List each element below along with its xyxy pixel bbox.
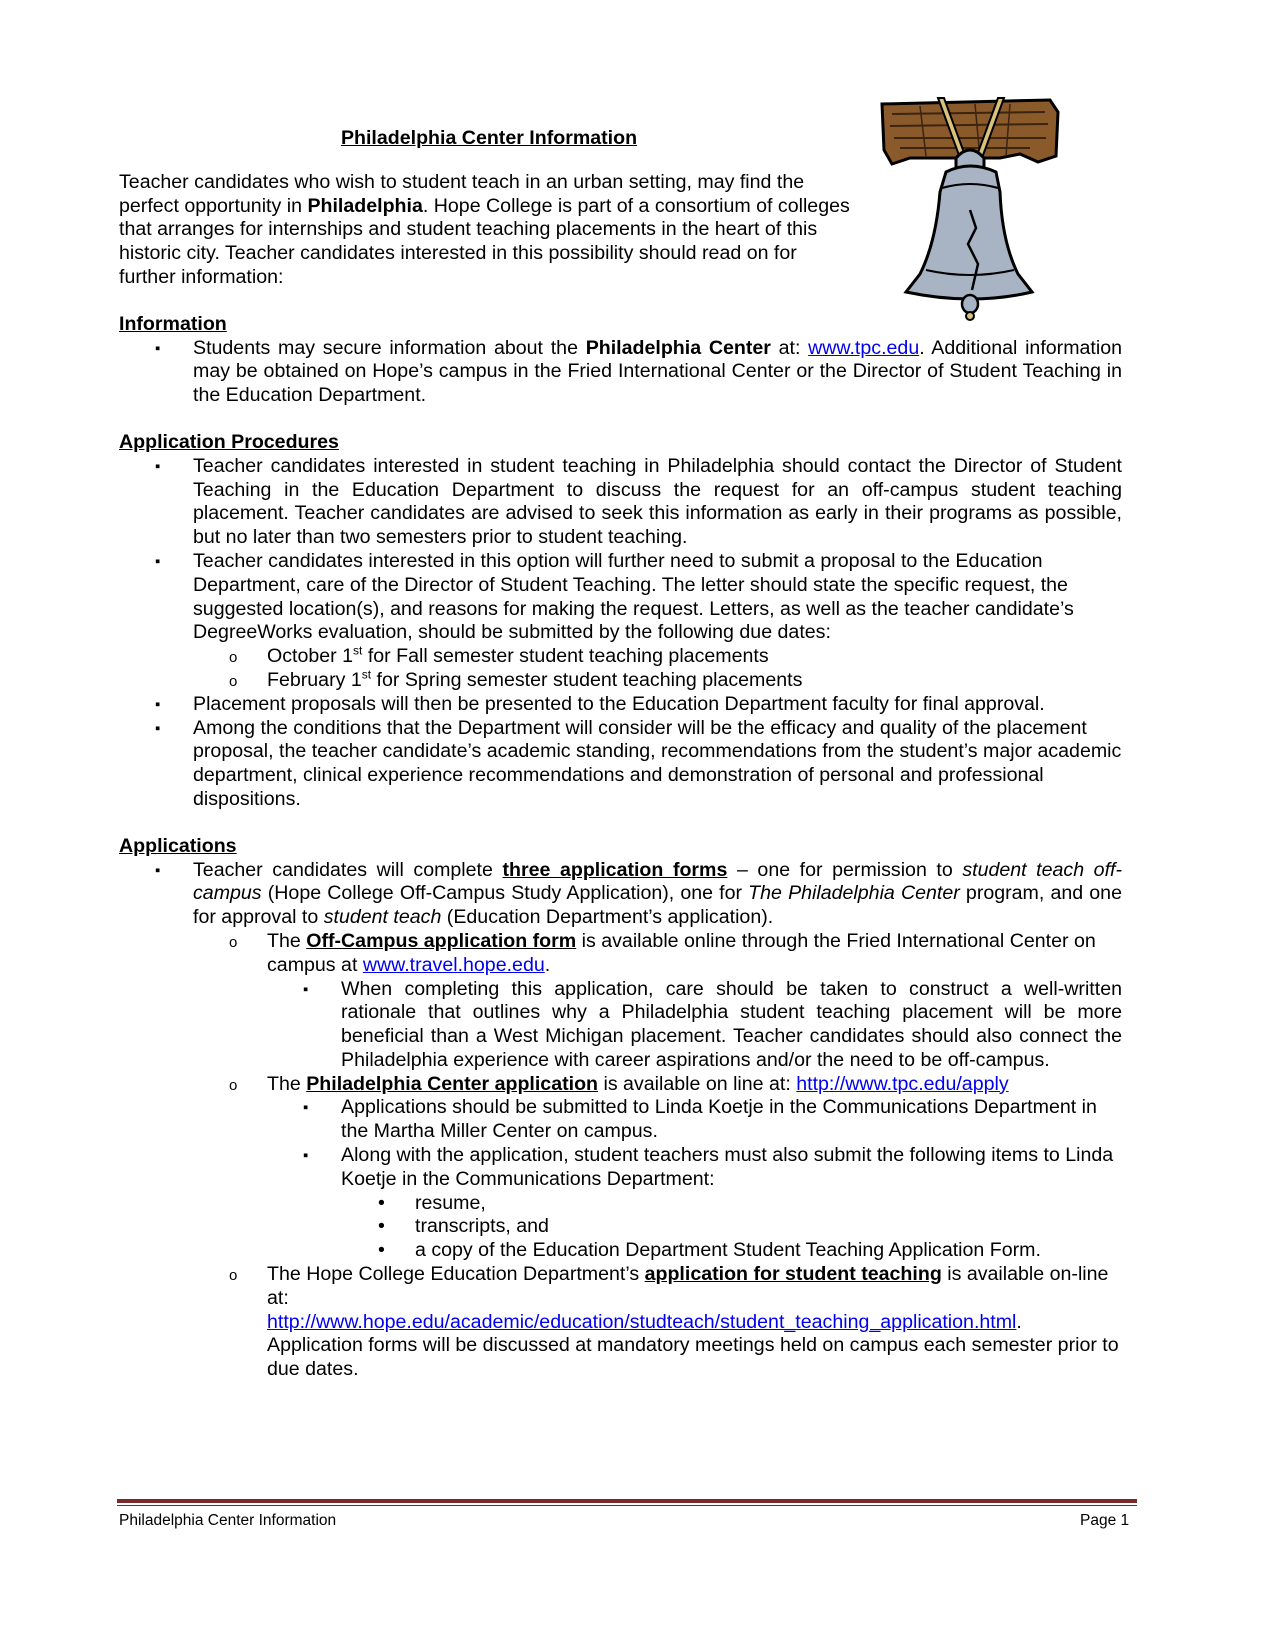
text: program, and one for approval to <box>193 882 1122 929</box>
offcampus-form-item <box>193 930 1122 1073</box>
list-item <box>119 550 1122 693</box>
due-date-text: for Spring semester student teaching placements <box>371 668 803 691</box>
document-body <box>119 127 1122 1382</box>
bold-application-for-student-teaching: application for student teaching <box>644 1263 942 1286</box>
bold-philadelphia-center: Philadelphia Center <box>585 336 771 359</box>
text: is available on-line at: <box>267 1263 1109 1309</box>
intro-text: Teacher candidates who wish to student teach in an urban setting, may find the perfect opportunity in <box>119 170 805 217</box>
text: The Hope College Education Department’s <box>267 1263 645 1286</box>
due-dates-list <box>193 645 1122 693</box>
list-item-text: at: <box>770 336 809 359</box>
section-heading-information: Information <box>119 312 227 335</box>
text: (Hope College Off-Campus Study Application), one for <box>261 882 749 905</box>
text: The <box>267 929 307 952</box>
bold-three-application-forms: three application forms <box>502 858 728 881</box>
philadelphia-form-text <box>267 1073 1122 1097</box>
text: . <box>1016 1310 1022 1333</box>
intro-bold-philadelphia: Philadelphia <box>307 194 423 217</box>
intro-text-continued: . Hope College is part of a consortium of colleges that arranges for internships and student teaching placements in the heart of this historic city. Teacher candidates interested in this possibility should read on for further information: <box>119 194 850 288</box>
list-item-text: Teacher candidates interested in this option will further need to submit a proposal to the Education Department, care of the Director of Student Teaching. The letter should state the specific request, the suggested location(s), and reasons for making the request. Letters, as well as the teacher candidate’s DegreeWorks evaluation, should be submitted by the following due dates: <box>193 549 1074 644</box>
italic-text: The Philadelphia Center <box>748 882 960 905</box>
required-items-list <box>341 1192 1122 1263</box>
text: The <box>267 1072 307 1095</box>
information-list <box>119 337 1122 408</box>
text: – one for permission to <box>727 858 963 881</box>
text: is available on line at: <box>598 1072 797 1095</box>
applications-list <box>119 859 1122 1383</box>
text: Teacher candidates will complete <box>193 858 503 881</box>
footer-title: Philadelphia Center Information <box>119 1512 337 1529</box>
list-item <box>119 859 1122 1383</box>
list-item: ▪ Placement proposals will then be presented to the Education Department faculty for final approval. <box>119 693 1122 717</box>
travel-hope-link[interactable]: www.travel.hope.edu <box>362 953 545 976</box>
list-item: • resume, <box>341 1192 1122 1216</box>
due-date-spring <box>193 669 1122 693</box>
intro-paragraph <box>119 171 854 290</box>
ordinal-suffix: st <box>353 643 363 658</box>
section-heading-applications: Applications <box>119 834 237 857</box>
footer-divider <box>117 1499 1137 1506</box>
text: . <box>544 953 551 976</box>
offcampus-sublist <box>267 978 1122 1073</box>
list-item: • transcripts, and <box>341 1215 1122 1239</box>
offcampus-form-text <box>267 930 1122 978</box>
list-item-text: Students may secure information about the <box>193 336 586 359</box>
section-heading-application-procedures: Application Procedures <box>119 430 339 453</box>
procedures-list <box>119 455 1122 812</box>
italic-text: student teach off-campus <box>193 858 1122 905</box>
list-item: ▪ Applications should be submitted to Linda Koetje in the Communications Department in the Martha Miller Center on campus. <box>267 1096 1122 1144</box>
hope-form-item <box>193 1263 1122 1382</box>
italic-text: student teach <box>323 906 442 929</box>
tpc-link[interactable]: www.tpc.edu <box>808 336 920 359</box>
philadelphia-sublist <box>267 1096 1122 1263</box>
tpc-apply-link[interactable]: http://www.tpc.edu/apply <box>796 1072 1009 1095</box>
philadelphia-form-item <box>193 1073 1122 1263</box>
text: is available online through the Fried International Center on campus at <box>267 929 1096 976</box>
list-item: ▪ Teacher candidates interested in student teaching in Philadelphia should contact the Director of Student Teaching in the Education Department to discuss the request for an off-campus student teaching placement. Teacher candidates are advised to seek this information as early in their programs as possible, but no later than two semesters prior to student teaching. <box>119 455 1122 550</box>
text: (Education Department’s application). <box>441 906 774 929</box>
due-date-text: February 1 <box>267 668 362 691</box>
page-title: Philadelphia Center Information <box>340 127 638 149</box>
footer-page-number: Page 1 <box>1080 1512 1130 1529</box>
ordinal-suffix: st <box>361 667 372 682</box>
list-item: ▪ When completing this application, care should be taken to construct a well-written rationale that outlines why a Philadelphia student teaching placement will be more beneficial than a West Michigan placement. Teacher candidates should also connect the Philadelphia experience with career aspirations and/or the need to be off-campus. <box>267 978 1122 1073</box>
list-item <box>119 337 1122 408</box>
list-item: ▪ Among the conditions that the Department will consider will be the efficacy and quality of the placement proposal, the teacher candidate’s academic standing, recommendations from the student’s major academic department, clinical experience recommendations and demonstration of personal and professional dispositions. <box>119 717 1122 812</box>
text: Along with the application, student teachers must also submit the following items to Linda Koetje in the Communications Department: <box>341 1144 1114 1190</box>
bold-offcampus-form: Off-Campus application form <box>306 929 577 952</box>
application-forms-list <box>193 930 1122 1382</box>
list-item-text: . Additional information may be obtained on Hope’s campus in the Fried International Center or the Director of Student Teaching in the Education Department. <box>193 336 1123 407</box>
text: Application forms will be discussed at mandatory meetings held on campus each semester prior to due dates. <box>267 1334 1119 1381</box>
due-date-fall <box>193 645 1122 669</box>
list-item: • a copy of the Education Department Student Teaching Application Form. <box>341 1239 1122 1263</box>
list-item <box>267 1144 1122 1263</box>
hope-application-link[interactable]: http://www.hope.edu/academic/education/studteach/student_teaching_application.html <box>267 1310 1017 1333</box>
due-date-text: for Fall semester student teaching placements <box>362 645 769 668</box>
hope-form-text <box>267 1263 1122 1382</box>
applications-intro <box>193 859 1122 930</box>
due-date-text: October 1 <box>267 645 354 668</box>
bold-philadelphia-center-application: Philadelphia Center application <box>306 1072 599 1095</box>
